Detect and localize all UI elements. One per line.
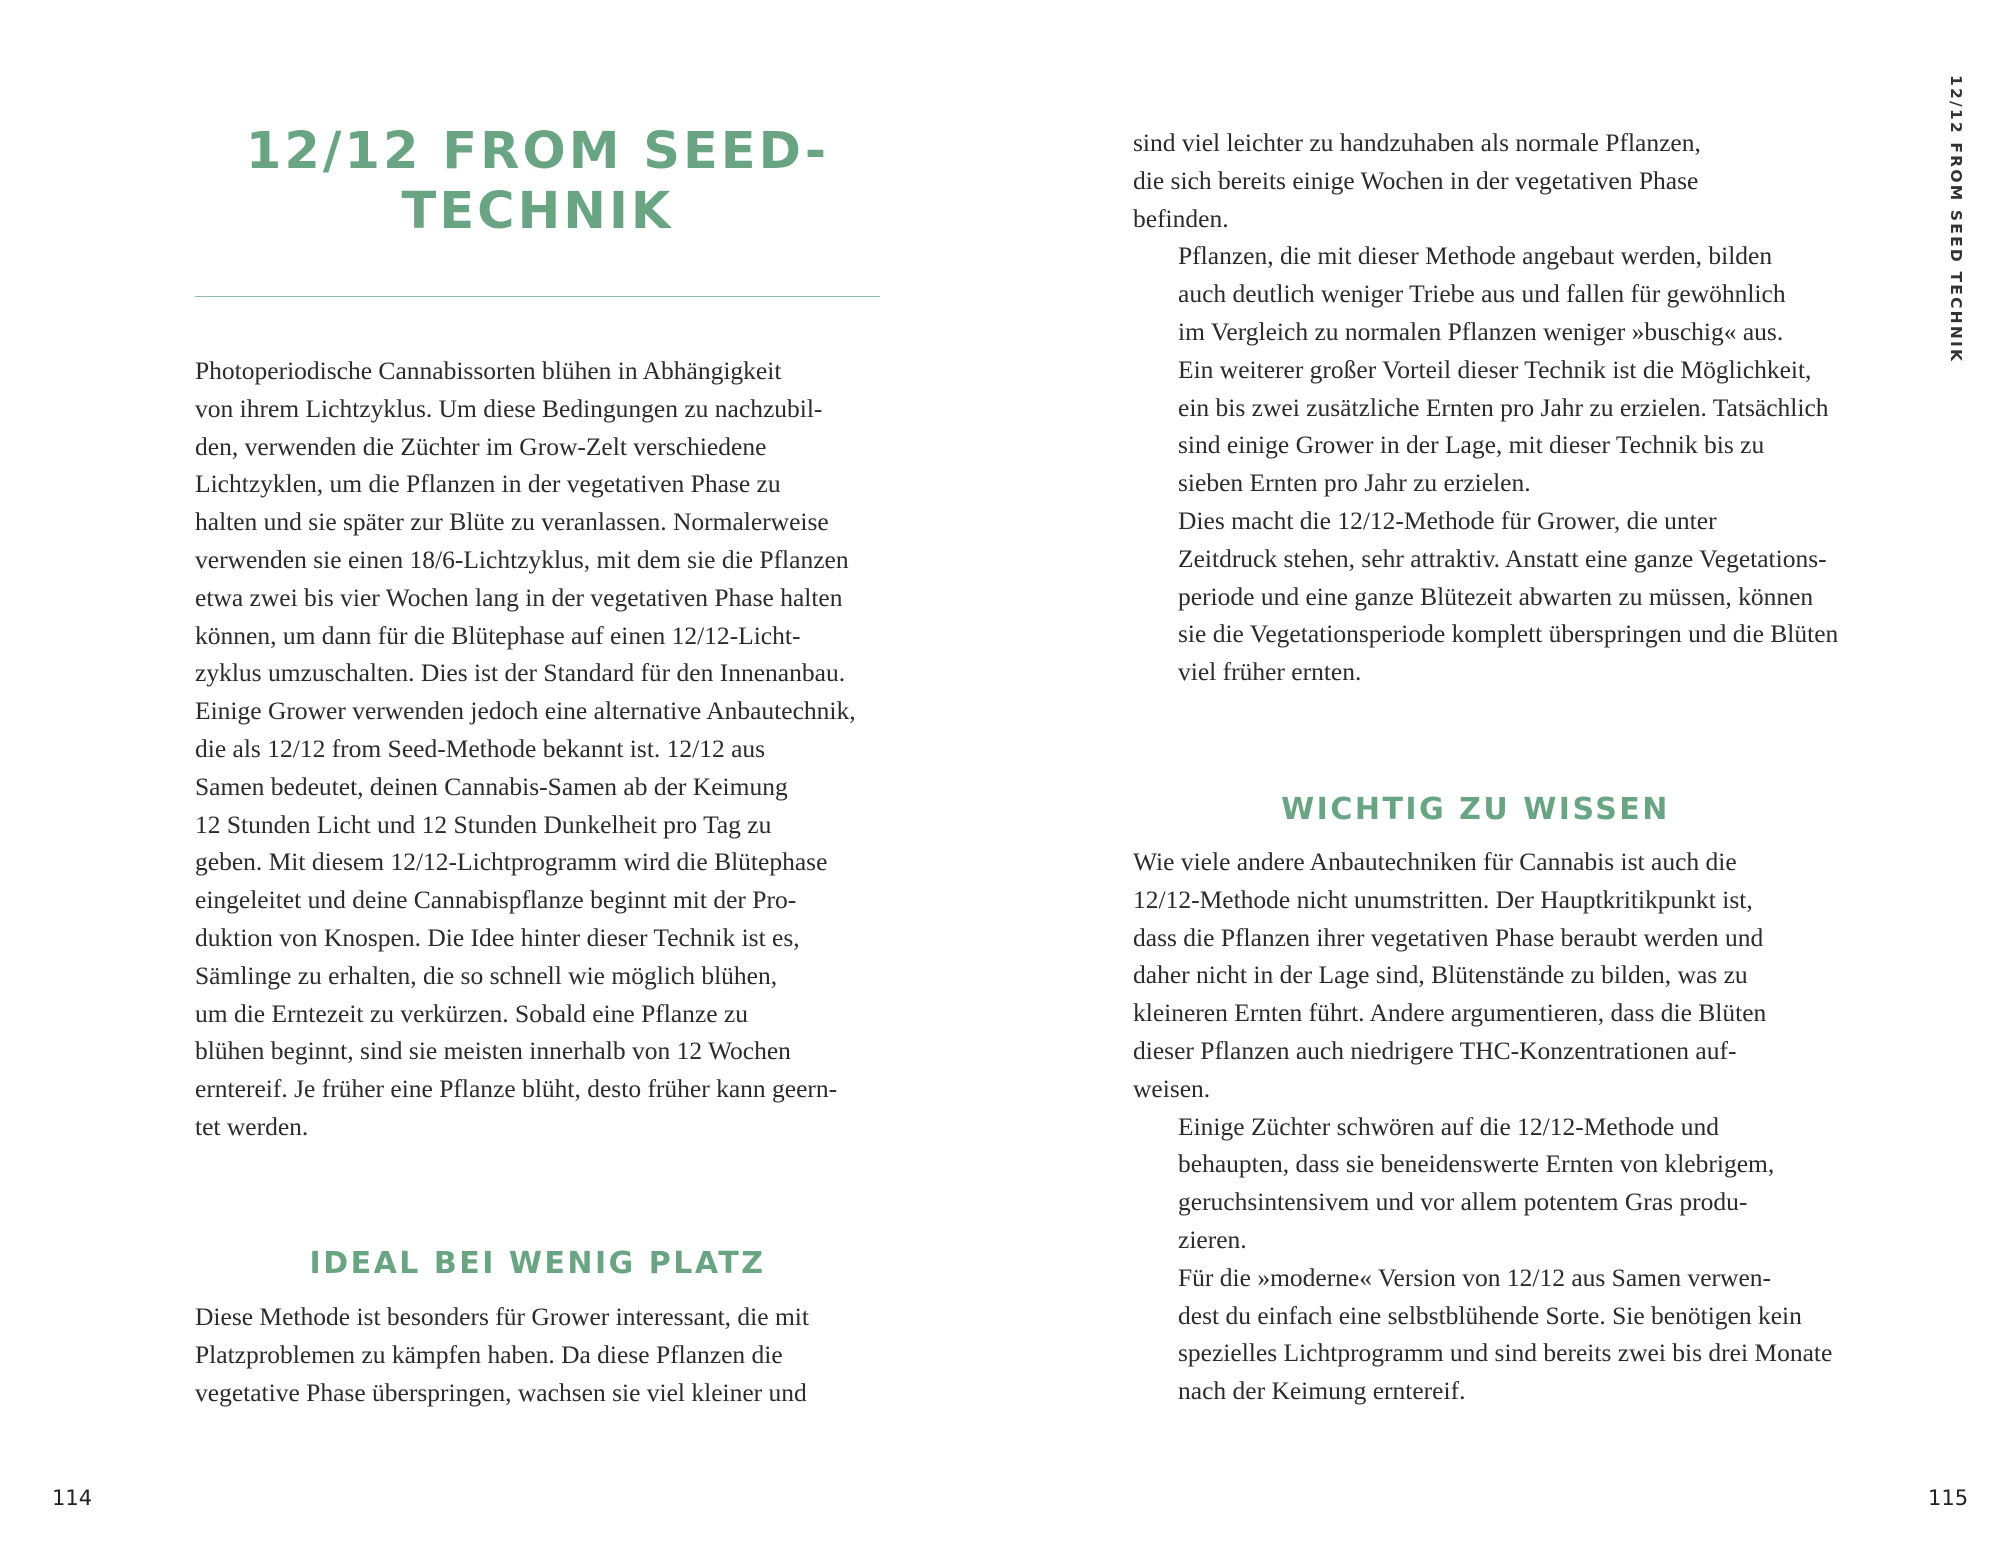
section-paragraph-2 (1133, 1108, 1853, 1259)
text-line: Pflanzen, die mit dieser Methode angebaut werden, bilden (1178, 241, 1773, 271)
text-line: etwa zwei bis vier Wochen lang in der vegetativen Phase halten (195, 582, 843, 612)
paragraph-2 (1133, 237, 1853, 502)
text-line: dieser Pflanzen auch niedrigere THC-Konzentrationen auf- (1133, 1035, 1737, 1065)
text-line: dass die Pflanzen ihrer vegetativen Phase beraubt werden und (1133, 922, 1764, 952)
text-line: zyklus umzuschalten. Dies ist der Standard für den Innenanbau. (195, 658, 846, 688)
text-line: Zeitdruck stehen, sehr attraktiv. Anstatt eine ganze Vegetations- (1178, 543, 1827, 573)
section-text (195, 1298, 895, 1411)
section-paragraph-ideal (195, 1298, 895, 1411)
text-line: befinden. (1133, 203, 1229, 233)
title-divider (195, 296, 880, 297)
text-line: nach der Keimung erntereif. (1178, 1376, 1466, 1406)
text-line: Samen bedeutet, deinen Cannabis-Samen ab der Keimung (195, 771, 788, 801)
text-line: zieren. (1178, 1224, 1247, 1254)
text-line: spezielles Lichtprogramm und sind bereits zwei bis drei Monate (1178, 1338, 1833, 1368)
page-number-left: 114 (52, 1486, 93, 1510)
text-line: Für die »moderne« Version von 12/12 aus Samen verwen- (1178, 1262, 1771, 1292)
text-line: den, verwenden die Züchter im Grow-Zelt verschiedene (195, 431, 767, 461)
text-line: 12 Stunden Licht und 12 Stunden Dunkelheit pro Tag zu (195, 809, 772, 839)
text-line: duktion von Knospen. Die Idee hinter dieser Technik ist es, (195, 922, 800, 952)
text-line: 12/12-Methode nicht unumstritten. Der Hauptkritikpunkt ist, (1133, 884, 1753, 914)
section-paragraph-1 (1133, 843, 1853, 1108)
text-line: viel früher ernten. (1178, 657, 1362, 687)
text-line: Wie viele andere Anbautechniken für Cannabis ist auch die (1133, 847, 1737, 876)
text-line: auch deutlich weniger Triebe aus und fallen für gewöhnlich (1178, 279, 1786, 309)
running-head: 12/12 FROM SEED TECHNIK (1947, 75, 1965, 364)
text-line: Platzproblemen zu kämpfen haben. Da diese Pflanzen die (195, 1339, 783, 1369)
text-line: Ein weiterer großer Vorteil dieser Technik ist die Möglichkeit, (1178, 354, 1812, 384)
text-line: ein bis zwei zusätzliche Ernten pro Jahr zu erzielen. Tatsächlich (1178, 392, 1829, 422)
text-line: Lichtzyklen, um die Pflanzen in der vegetativen Phase zu (195, 469, 781, 499)
text-line: kleineren Ernten führt. Andere argumentieren, dass die Blüten (1133, 998, 1767, 1028)
right-column-bottom (1133, 843, 1853, 1410)
text-line: geruchsintensivem und vor allem potentem Gras produ- (1178, 1187, 1748, 1217)
continuation-paragraph (1133, 124, 1853, 237)
right-page (1000, 0, 2000, 1556)
text-line: Photoperiodische Cannabissorten blühen in Abhängigkeit (195, 356, 782, 385)
intro-text (195, 352, 895, 1146)
text-line: dest du einfach eine selbstblühende Sorte. Sie benötigen kein (1178, 1300, 1802, 1330)
text-line: verwenden sie einen 18/6-Lichtzyklus, mit dem sie die Pflanzen (195, 544, 849, 574)
text-line: vegetative Phase überspringen, wachsen sie viel kleiner und (195, 1377, 807, 1407)
text-line: im Vergleich zu normalen Pflanzen weniger »buschig« aus. (1178, 316, 1784, 346)
section-heading-ideal: IDEAL BEI WENIG PLATZ (309, 1246, 766, 1281)
text-line: können, um dann für die Blütephase auf einen 12/12-Licht- (195, 620, 801, 650)
paragraph-3 (1133, 502, 1853, 691)
text-line: Dies macht die 12/12-Methode für Grower, die unter (1178, 505, 1717, 535)
text-line: sind viel leichter zu handzuhaben als normale Pflanzen, (1133, 128, 1701, 157)
text-line: um die Erntezeit zu verkürzen. Sobald eine Pflanze zu (195, 998, 748, 1028)
text-line: sieben Ernten pro Jahr zu erzielen. (1178, 468, 1531, 498)
text-line: daher nicht in der Lage sind, Blütenstände zu bilden, was zu (1133, 960, 1748, 990)
section-heading-wichtig: WICHTIG ZU WISSEN (1281, 792, 1670, 827)
text-line: blühen beginnt, sind sie meisten innerhalb von 12 Wochen (195, 1036, 791, 1066)
text-line: eingeleitet und deine Cannabispflanze beginnt mit der Pro- (195, 885, 797, 915)
text-line: halten und sie später zur Blüte zu veranlassen. Normalerweise (195, 507, 829, 537)
text-line: Diese Methode ist besonders für Grower interessant, die mit (195, 1302, 809, 1331)
text-line: erntereif. Je früher eine Pflanze blüht, desto früher kann geern- (195, 1074, 838, 1104)
section-paragraph-3 (1133, 1259, 1853, 1410)
text-line: die sich bereits einige Wochen in der vegetativen Phase (1133, 165, 1699, 195)
chapter-title: 12/12 FROM SEED- TECHNIK (245, 122, 830, 241)
intro-paragraph (195, 352, 895, 1146)
right-column-top (1133, 124, 1853, 691)
text-line: behaupten, dass sie beneidenswerte Ernten von klebrigem, (1178, 1149, 1775, 1179)
text-line: von ihrem Lichtzyklus. Um diese Bedingungen zu nachzubil- (195, 393, 823, 423)
text-line: Einige Grower verwenden jedoch eine alternative Anbautechnik, (195, 696, 856, 726)
text-line: geben. Mit diesem 12/12-Lichtprogramm wird die Blütephase (195, 847, 828, 877)
text-line: Sämlinge zu erhalten, die so schnell wie möglich blühen, (195, 960, 778, 990)
page-number-right: 115 (1928, 1486, 1969, 1510)
text-line: tet werden. (195, 1111, 309, 1141)
text-line: periode und eine ganze Blütezeit abwarten zu müssen, können (1178, 581, 1814, 611)
text-line: sind einige Grower in der Lage, mit dieser Technik bis zu (1178, 430, 1765, 460)
text-line: Einige Züchter schwören auf die 12/12-Methode und (1178, 1111, 1720, 1141)
text-line: sie die Vegetationsperiode komplett überspringen und die Blüten (1178, 619, 1839, 649)
text-line: weisen. (1133, 1073, 1211, 1103)
text-line: die als 12/12 from Seed-Methode bekannt ist. 12/12 aus (195, 733, 766, 763)
